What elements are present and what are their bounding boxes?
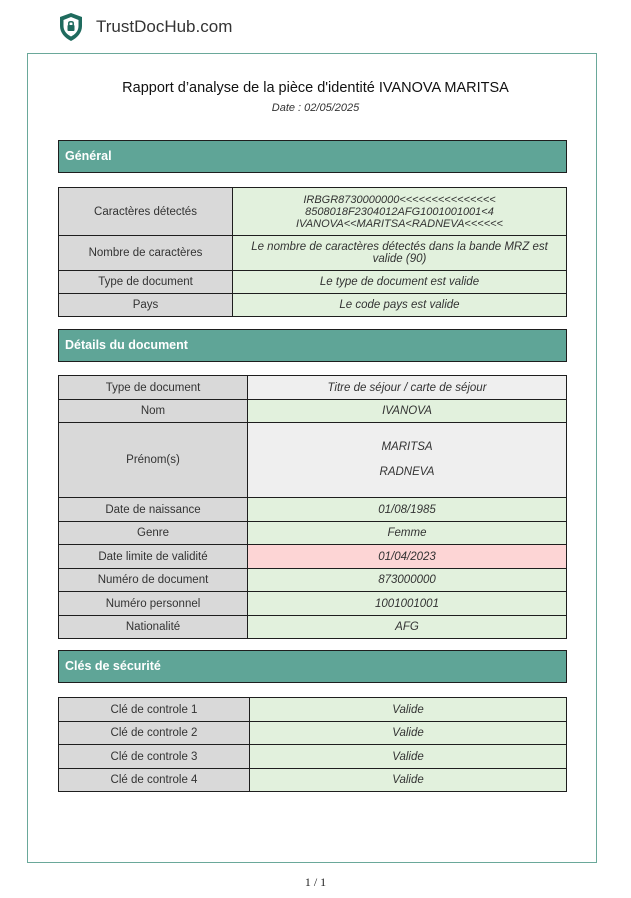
table-row — [59, 294, 567, 317]
first-name: MARITSA — [381, 441, 433, 453]
table-row — [59, 376, 567, 400]
details-table — [58, 375, 567, 639]
table-row — [59, 400, 567, 423]
row-value: 01/08/1985 — [248, 498, 567, 522]
table-row — [59, 569, 567, 592]
row-label: Pays — [59, 294, 233, 317]
row-label: Nationalité — [59, 616, 248, 639]
brand-name[interactable]: TrustDocHub.com — [96, 17, 233, 36]
row-value: Femme — [248, 522, 567, 545]
table-row — [59, 545, 567, 569]
table-row — [59, 616, 567, 639]
row-value: IVANOVA — [248, 400, 567, 423]
mrz-line: IRBGR8730000000<<<<<<<<<<<<<<< — [303, 193, 496, 206]
row-label: Clé de controle 4 — [59, 769, 250, 792]
row-label: Clé de controle 3 — [59, 745, 250, 769]
security-table — [58, 697, 567, 792]
row-label: Genre — [59, 522, 248, 545]
table-row — [59, 271, 567, 294]
row-label: Numéro personnel — [59, 592, 248, 616]
mrz-line: 8508018F2304012AFG1001001001<4 — [305, 205, 494, 218]
first-names-value — [248, 423, 567, 498]
section-general-header: Général — [58, 140, 567, 173]
row-value: Valide — [250, 745, 567, 769]
row-value: Valide — [250, 769, 567, 792]
row-label: Nombre de caractères — [59, 236, 233, 271]
row-label: Clé de controle 2 — [59, 722, 250, 745]
row-value: Titre de séjour / carte de séjour — [248, 376, 567, 400]
table-row — [59, 423, 567, 498]
row-value: Le nombre de caractères détectés dans la bande MRZ est valide (90) — [233, 236, 567, 271]
brand — [58, 12, 232, 42]
row-label: Type de document — [59, 271, 233, 294]
table-row — [59, 745, 567, 769]
table-row — [59, 498, 567, 522]
first-name: RADNEVA — [379, 466, 435, 478]
row-label: Prénom(s) — [59, 423, 248, 498]
page-number: 1 / 1 — [304, 875, 327, 889]
row-value: Le code pays est valide — [233, 294, 567, 317]
row-label: Caractères détectés — [59, 188, 233, 236]
row-label: Nom — [59, 400, 248, 423]
row-label: Date limite de validité — [59, 545, 248, 569]
shield-lock-icon — [58, 12, 84, 42]
table-row — [59, 188, 567, 236]
table-row — [59, 522, 567, 545]
row-label: Clé de controle 1 — [59, 698, 250, 722]
row-label: Date de naissance — [59, 498, 248, 522]
table-row — [59, 236, 567, 271]
table-row — [59, 769, 567, 792]
mrz-value — [233, 188, 567, 236]
expiry-value: 01/04/2023 — [248, 545, 567, 569]
row-label: Numéro de document — [59, 569, 248, 592]
row-value: AFG — [248, 616, 567, 639]
row-value: Valide — [250, 698, 567, 722]
table-row — [59, 722, 567, 745]
mrz-line: IVANOVA<<MARITSA<RADNEVA<<<<<< — [296, 217, 503, 230]
row-value: Valide — [250, 722, 567, 745]
table-row — [59, 698, 567, 722]
table-row — [59, 592, 567, 616]
section-details-header: Détails du document — [58, 329, 567, 362]
row-value: 873000000 — [248, 569, 567, 592]
row-value: 1001001001 — [248, 592, 567, 616]
section-security-header: Clés de sécurité — [58, 650, 567, 683]
general-table — [58, 187, 567, 317]
row-value: Le type de document est valide — [233, 271, 567, 294]
report-date: Date : 02/05/2025 — [271, 102, 360, 114]
report-title: Rapport d’analyse de la pièce d'identité IVANOVA MARITSA — [122, 80, 509, 96]
row-label: Type de document — [59, 376, 248, 400]
